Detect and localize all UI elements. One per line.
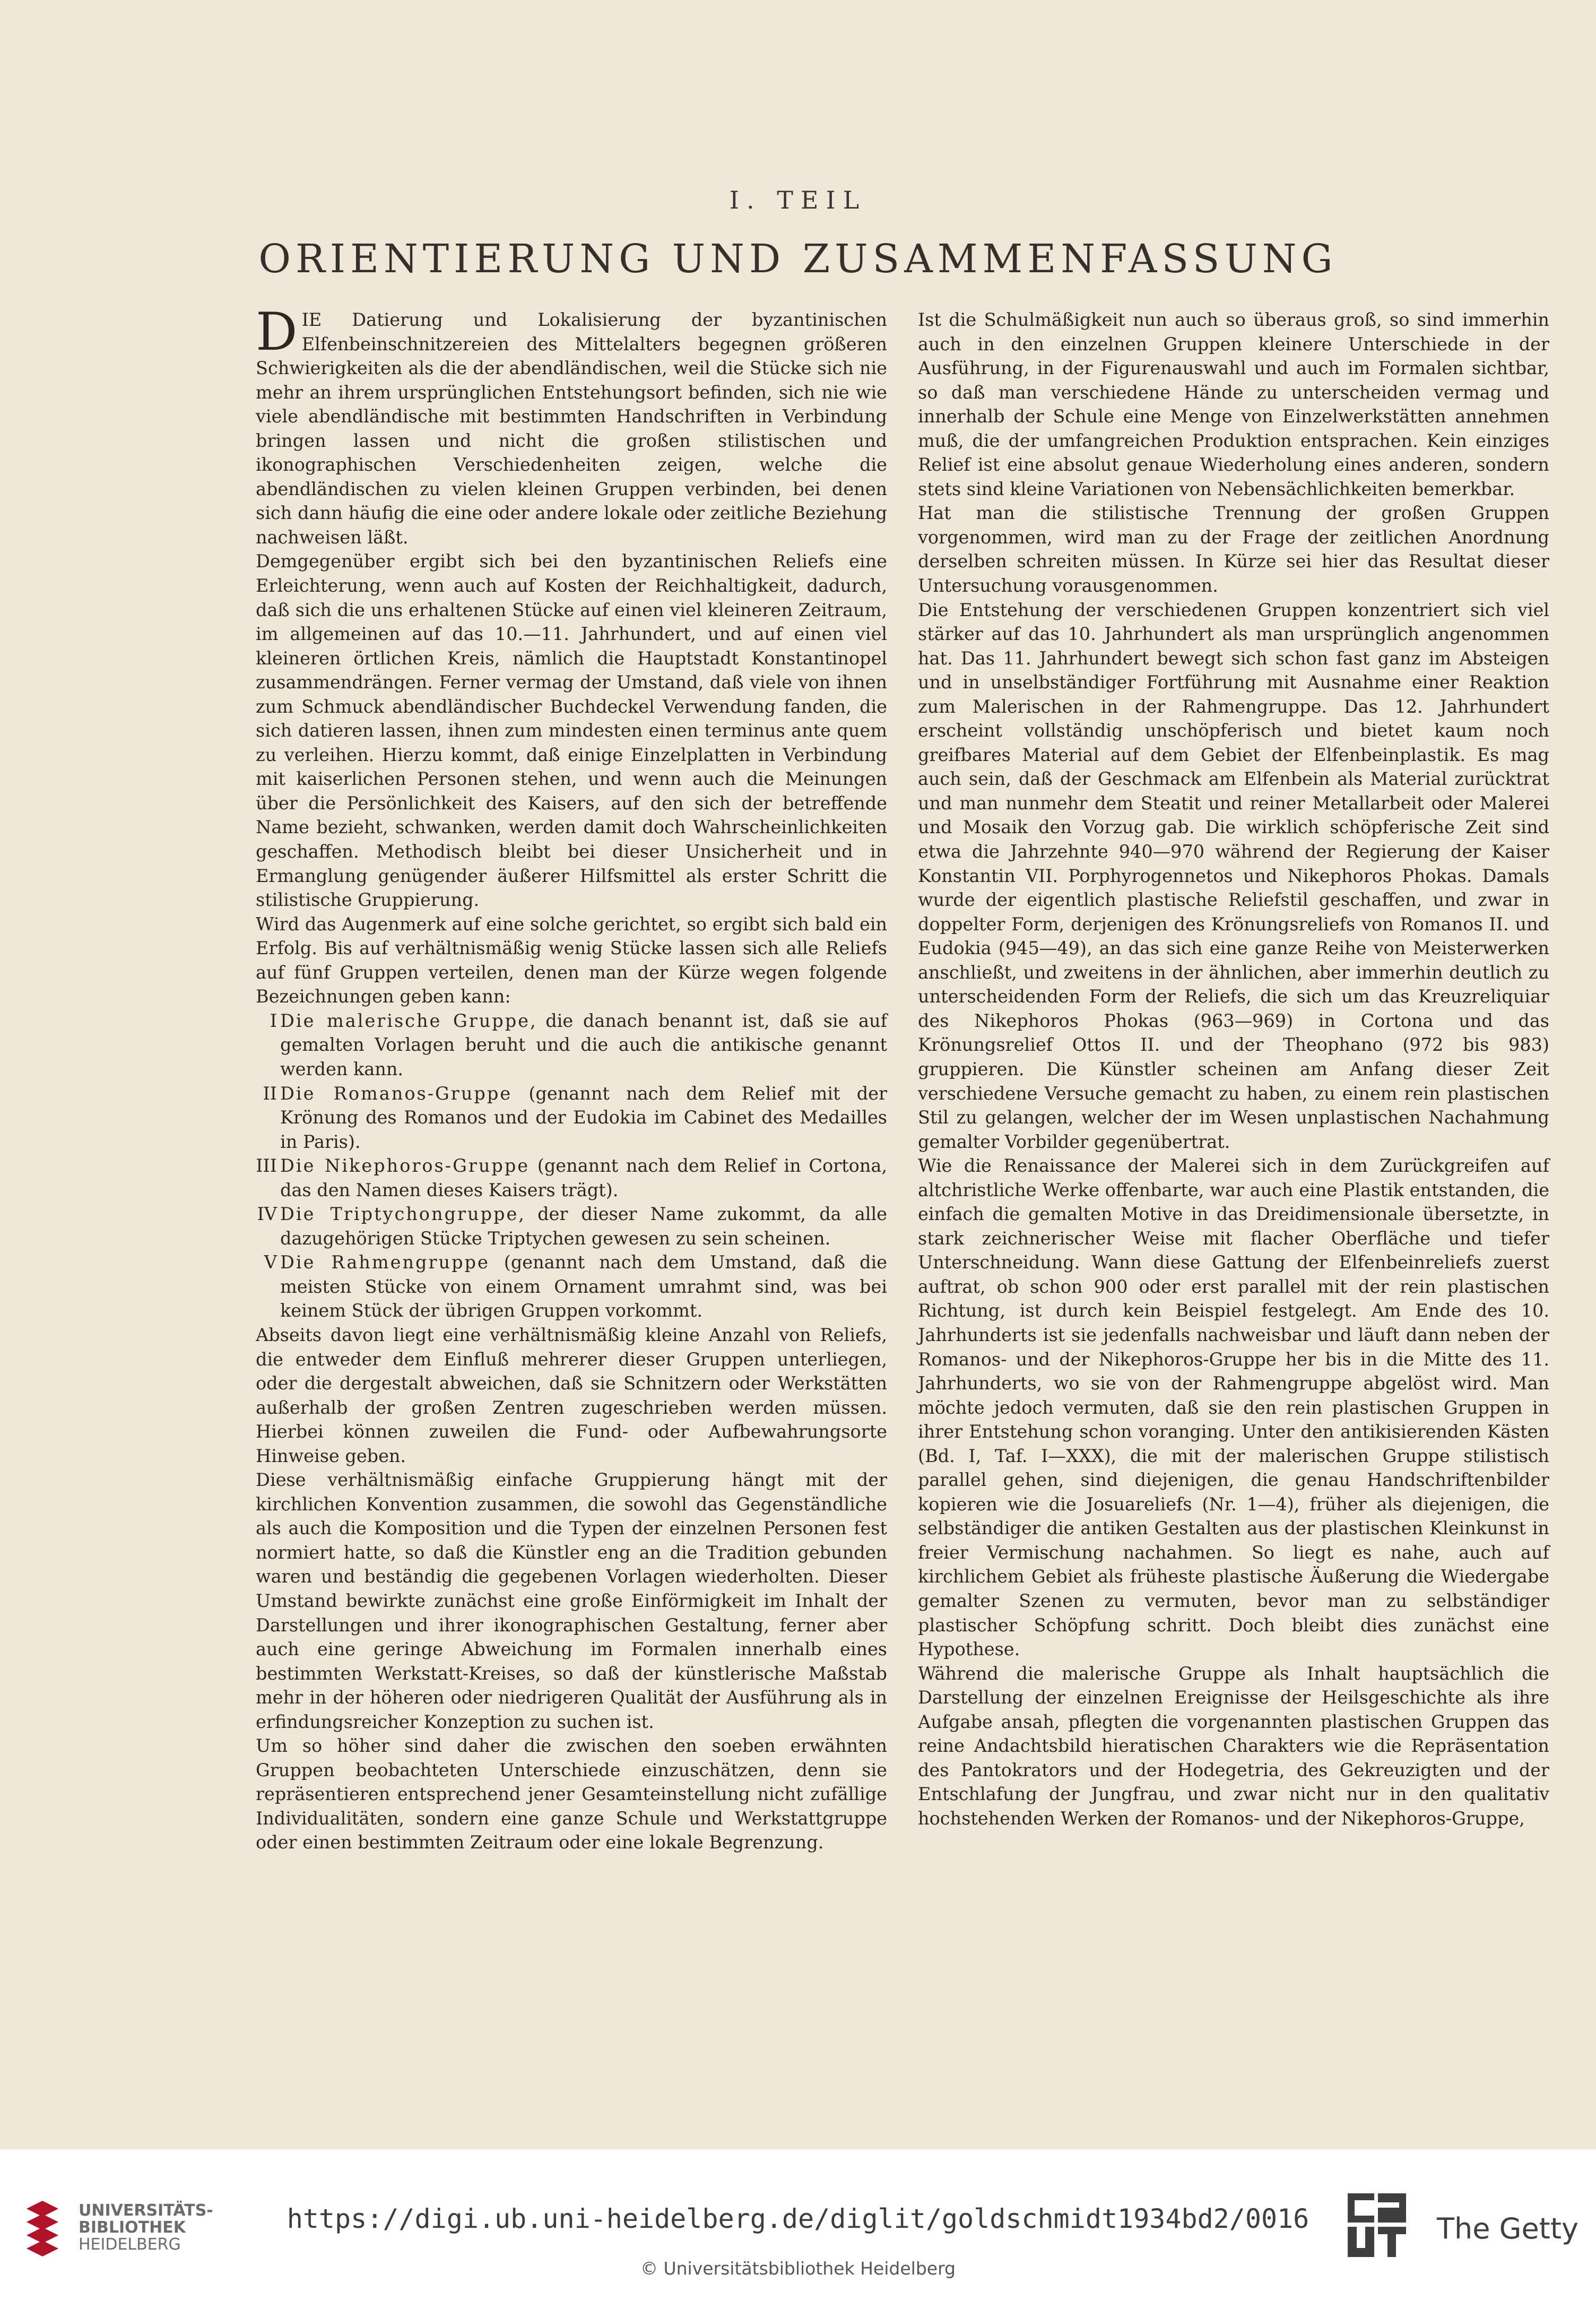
- paragraph: Die Entstehung der verschiedenen Gruppen konzentriert sich viel stärker auf das 10. Jahrhundert als man ursprünglich angenommen hat. Das 11. Jahrhundert bewegt sich schon fast ganz im Absteigen und in unselbständiger Fortführung mit Ausnahme einer Reaktion zum Malerischen in der Rahmengruppe. Das 12. Jahrhundert erscheint vollständig unschöpferisch und bietet kaum noch greifbares Material auf dem Gebiet der Elfenbeinplastik. Es mag auch sein, daß der Geschmack am Elfenbein als Material zurücktrat und man nunmehr dem Steatit und reiner Metallarbeit oder Malerei und Mosaik den Vorzug gab. Die wirklich schöpferische Zeit sind etwa die Jahrzehnte 940—970 während der Regierung der Kaiser Konstantin VII. Porphyrogennetos und Nikephoros Phokas. Damals wurde der eigentlich plastische Reliefstil geschaffen, und zwar in doppelter Form, derjenigen des Krönungsreliefs von Romanos II. und Eudokia (945—49), an das sich eine ganze Reihe von Meisterwerken anschließt, und zweitens in der ähnlichen, aber immerhin deutlich zu unterscheidenden Form der Reliefs, die sich um das Kreuzreliquiar des Nikephoros Phokas (963—969) in Cortona und das Krönungsrelief Ottos II. und der Theophano (972 bis 983) gruppieren. Die Künstler scheinen am Anfang dieser Zeit verschiedene Versuche gemacht zu haben, zu einem rein plastischen Stil zu gelangen, welcher der im Wesen unplastischen Nachahmung gemalter Vorbilder gegenübertrat.: [918, 599, 1549, 1152]
- permalink-url[interactable]: https://digi.ub.uni-heidelberg.de/diglit/goldschmidt1934bd2/0016: [287, 2203, 1309, 2234]
- intro-paragraph: DIE Datierung und Lokalisierung der byzantinischen Elfenbeinschnitzereien des Mittelalters begegnen größeren Schwierigkeiten als die der abendländischen, weil die Stücke sich nie mehr an ihrem ursprünglichen Entstehungsort befinden, sich nie wie viele abendländische mit bestimmten Handschriften in Verbindung bringen lassen und nicht die großen stilistischen und ikonographischen Verschiedenheiten zeigen, welche die abendländischen zu vielen kleinen Gruppen verbinden, bei denen sich dann häufig die eine oder andere lokale oder zeitliche Beziehung nachweisen läßt.: [256, 302, 887, 548]
- group-item: III Die Nikephoros-Gruppe (genannt nach dem Relief in Cortona, das den Namen dieses Kaisers trägt).: [256, 1155, 887, 1200]
- university-library-name: UNIVERSITÄTS- BIBLIOTHEK HEIDELBERG: [79, 2201, 213, 2254]
- copyright-notice: © Universitätsbibliothek Heidelberg: [640, 2258, 956, 2279]
- group-item: I Die malerische Gruppe, die danach benannt ist, daß sie auf gemalten Vorlagen beruht und die auch die antikische genannt werden kann.: [270, 1010, 887, 1079]
- group-item: IV Die Triptychongruppe, der dieser Name zukommt, da alle dazugehörigen Stücke Triptychen gewesen zu sein scheinen.: [257, 1204, 888, 1249]
- part-label: I. TEIL: [729, 186, 867, 214]
- getty-name: The Getty: [1437, 2212, 1578, 2245]
- paragraph: Diese verhältnismäßig einfache Gruppierung hängt mit der kirchlichen Konvention zusammen, die sowohl das Gegenständliche als auch die Komposition und die Typen der einzelnen Personen fest normiert hatte, so daß die Künstler eng an die Tradition gebunden waren und beständig die gegebenen Vorlagen wiederholten. Dieser Umstand bewirkte zunächst eine große Einförmigkeit im Inhalt der Darstellungen und ihrer ikonographischen Gestaltung, ferner aber auch eine geringe Abweichung im Formalen innerhalb eines bestimmten Werkstatt-Kreises, so daß der künstlerische Maßstab mehr in der höheren oder niedrigeren Qualität der Ausführung als in erfindungsreicher Konzeption zu suchen ist.: [256, 1469, 887, 1732]
- right-column: [918, 308, 1549, 1830]
- page-title: ORIENTIERUNG UND ZUSAMMENFASSUNG: [258, 236, 1338, 282]
- paragraph: Ist die Schulmäßigkeit nun auch so überaus groß, so sind immerhin auch in den einzelnen Gruppen kleinere Unterschiede in der Ausführung, in der Figurenauswahl und auch im Formalen sichtbar, so daß man verschiedene Hände zu unterscheiden vermag und innerhalb der Schule eine Menge von Einzelwerkstätten annehmen muß, die der umfangreichen Produktion entsprachen. Kein einziges Relief ist eine absolut genaue Wiederholung eines anderen, sondern stets sind kleine Variationen von Nebensächlichkeiten bemerkbar.: [918, 309, 1549, 499]
- group-item: II Die Romanos-Gruppe (genannt nach dem Relief mit der Krönung des Romanos und der Eudokia im Cabinet des Medailles in Paris).: [263, 1083, 887, 1152]
- drop-cap: D: [256, 302, 298, 362]
- viewer-footer: [0, 2149, 1596, 2300]
- paragraph: Wie die Renaissance der Malerei sich in dem Zurückgreifen auf altchristliche Werke offenbarte, war auch eine Plastik entstanden, die einfach die gemalten Motive in das Dreidimensionale übersetzte, in stark zeichnerischer Weise mit flacher Oberfläche und tiefer Unterschneidung. Wann diese Gattung der Elfenbeinreliefs zuerst auftrat, ob schon 900 oder erst parallel mit der rein plastischen Richtung, ist durch kein Beispiel festgelegt. Am Ende des 10. Jahrhunderts ist sie jedenfalls nachweisbar und läuft dann neben der Romanos- und der Nikephoros-Gruppe her bis in die Mitte des 11. Jahrhunderts, wo sie von der Rahmengruppe abgelöst wird. Man möchte jedoch vermuten, daß sie den rein plastischen Gruppen in ihrer Entstehung schon voranging. Unter den antikisierenden Kästen (Bd. I, Taf. I—XXX), die mit der malerischen Gruppe stilistisch parallel gehen, sind diejenigen, die genau Handschriftenbilder kopieren wie die Josuareliefs (Nr. 1—4), früher als diejenigen, die selbständiger die antiken Gestalten aus der plastischen Kleinkunst in freier Vermischung nachahmen. So liegt es nahe, auch auf kirchlichem Gebiet als früheste plastische Äußerung die Wiedergabe gemalter Szenen zu vermuten, bevor man zu selbständiger plastischer Schöpfung schritt. Doch bleibt dies zunächst eine Hypothese.: [918, 1155, 1549, 1660]
- paragraph: Abseits davon liegt eine verhältnismäßig kleine Anzahl von Reliefs, die entweder dem Einfluß mehrerer dieser Gruppen unterliegen, oder die dergestalt abweichen, daß sie Schnitzern oder Werkstätten außerhalb der großen Zentren zugeschrieben werden müssen. Hierbei können zuweilen die Fund- oder Aufbewahrungsorte Hinweise geben.: [256, 1324, 887, 1466]
- getty-logo-icon: [1345, 2191, 1409, 2260]
- paragraph: Um so höher sind daher die zwischen den soeben erwähnten Gruppen beobachteten Unterschiede einzuschätzen, denn sie repräsentieren entsprechend jener Gesamteinstellung nicht zufällige Individualitäten, sondern eine ganze Schule und Werkstattgruppe oder einen bestimmten Zeitraum oder eine lokale Begrenzung.: [256, 1735, 887, 1853]
- paragraph: Hat man die stilistische Trennung der großen Gruppen vorgenommen, wird man zu der Frage der zeitlichen Anordnung derselben schreiten müssen. In Kürze sei hier das Resultat dieser Untersuchung vorausgenommen.: [918, 503, 1549, 596]
- left-column: [256, 302, 888, 1855]
- paragraph: Wird das Augenmerk auf eine solche gerichtet, so ergibt sich bald ein Erfolg. Bis auf verhältnismäßig wenig Stücke lassen sich alle Reliefs auf fünf Gruppen verteilen, denen man der Kürze wegen folgende Bezeichnungen geben kann:: [256, 913, 887, 1007]
- paragraph: Demgegenüber ergibt sich bei den byzantinischen Reliefs eine Erleichterung, wenn auch auf Kosten der Reichhaltigkeit, dadurch, daß sich die uns erhaltenen Stücke auf einen viel kleineren Zeitraum, im allgemeinen auf das 10.—11. Jahrhundert, und auf einen viel kleineren örtlichen Kreis, nämlich die Hauptstadt Konstantinopel zusammendrängen. Ferner vermag der Umstand, daß viele von ihnen zum Schmuck abendländischer Buchdeckel Verwendung fanden, die sich datieren lassen, ihnen zum mindesten einen terminus ante quem zu verleihen. Hierzu kommt, daß einige Einzelplatten in Verbindung mit kaiserlichen Personen stehen, und wenn auch die Meinungen über die Persönlichkeit des Kaisers, auf den sich der betreffende Name bezieht, schwanken, werden damit doch Wahrscheinlichkeiten geschaffen. Methodisch bleibt bei dieser Unsicherheit und in Ermanglung genügender äußerer Hilfsmittel als erster Schritt die stilistische Gruppierung.: [256, 551, 887, 911]
- paragraph: Während die malerische Gruppe als Inhalt hauptsächlich die Darstellung der einzelnen Ereignisse der Heilsgeschichte als ihre Aufgabe ansah, pflegten die vorgenannten plastischen Gruppen das reine Andachtsbild hieratischen Charakters wie die Repräsentation des Pantokrators und der Hodegetria, des Gekreuzigten und der Entschlafung der Jungfrau, und zwar nicht nur in den qualitativ hochstehenden Werken der Romanos- und der Nikephoros-Gruppe,: [918, 1663, 1549, 1829]
- group-item: V Die Rahmengruppe (genannt nach dem Umstand, daß die meisten Stücke von einem Ornament umrahmt sind, was bei keinem Stück der übrigen Gruppen vorkommt.: [264, 1252, 887, 1321]
